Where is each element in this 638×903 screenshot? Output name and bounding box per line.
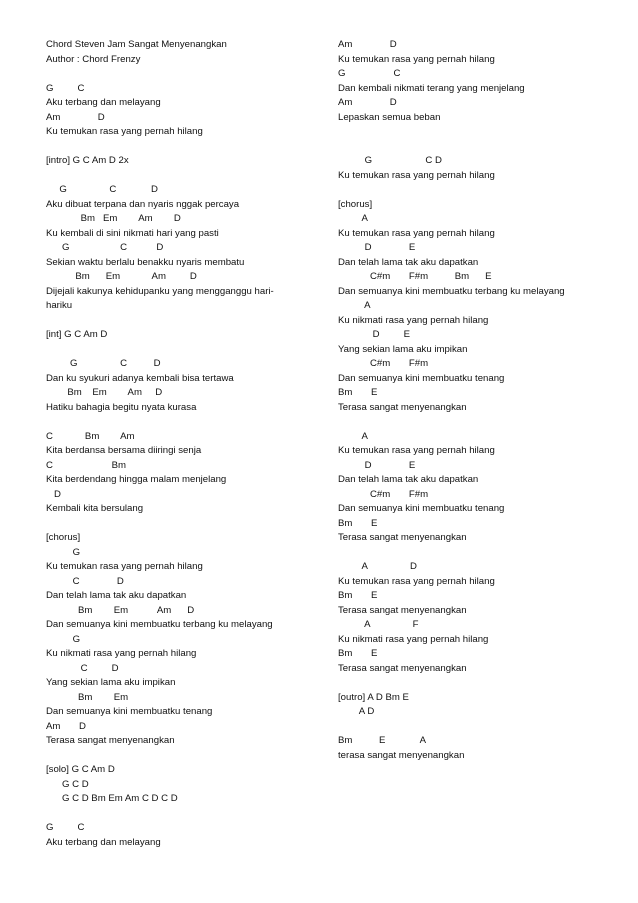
left-column-line [46, 807, 314, 822]
left-column-line: Bm Em Am D [46, 604, 195, 616]
left-column-line: Dan telah lama tak aku dapatkan [46, 590, 187, 601]
right-column-line: G C [338, 68, 401, 79]
left-column-line: Am D [46, 111, 105, 123]
right-column-line: Dan telah lama tak aku dapatkan [338, 474, 479, 485]
left-column-line: Aku terbang dan melayang [46, 97, 161, 108]
right-column-line: Ku nikmati rasa yang pernah hilang [338, 633, 489, 645]
right-column-line: Ku temukan rasa yang pernah hilang [338, 53, 495, 65]
right-column-line [338, 676, 614, 691]
left-column-line [46, 415, 314, 430]
left-column-line: Bm Em [46, 691, 129, 703]
left-column-line: Dan semuanya kini membuatku terbang ku melayang [46, 619, 273, 630]
right-column-line: A [338, 430, 368, 442]
right-column-line: C#m F#m [338, 358, 429, 369]
right-column-line: Dan kembali nikmati terang yang menjelang [338, 82, 525, 94]
right-column-line: [chorus] [338, 198, 373, 210]
left-column-line: G C [46, 82, 85, 94]
left-column-line: Terasa sangat menyenangkan [46, 735, 175, 746]
right-column-line: Bm E A [338, 735, 426, 746]
right-column [338, 38, 614, 763]
right-column-line: G C D [338, 155, 442, 166]
left-column-line: Ku kembali di sini nikmati hari yang pasti [46, 227, 219, 239]
left-column-line: [chorus] [46, 532, 81, 543]
right-column-line: Yang sekian lama aku impikan [338, 343, 468, 355]
right-column-line: Ku nikmati rasa yang pernah hilang [338, 314, 489, 326]
right-column-line: Ku temukan rasa yang pernah hilang [338, 575, 495, 587]
left-column-line: C Bm [46, 459, 126, 471]
left-column-line: G [46, 546, 81, 558]
left-column-line: G C D Bm Em Am C D C D [46, 793, 178, 804]
left-column-line: C Bm Am [46, 430, 135, 442]
left-column-line [46, 749, 314, 764]
left-column-line [46, 314, 314, 329]
right-column-line: Terasa sangat menyenangkan [338, 604, 467, 616]
right-column-line: [outro] A D Bm E [338, 691, 409, 703]
left-column-line: Kita berdansa bersama diiringi senja [46, 445, 202, 456]
right-column-line: Dan semuanya kini membuatku tenang [338, 503, 505, 514]
right-column-line: D E [338, 329, 410, 340]
left-column-line: Chord Steven Jam Sangat Menyenangkan [46, 39, 227, 50]
left-column-line: Bm Em Am D [46, 271, 197, 282]
right-column-line: A [338, 300, 371, 311]
left-column-line: Dijejali kakunya kehidupanku yang mengganggu hari- [46, 285, 274, 297]
left-column-line: G C D [46, 184, 158, 195]
left-column-line: Aku terbang dan melayang [46, 836, 161, 848]
right-column-line [338, 183, 614, 198]
right-column-line: A D [338, 561, 417, 572]
left-column-line: Bm Em Am D [46, 387, 163, 398]
left-column-line: G C D [46, 358, 161, 369]
left-column [46, 38, 314, 850]
left-column-line: [intro] G C Am D 2x [46, 155, 129, 166]
right-column-line: Am D [338, 97, 397, 108]
left-column-line: G C D [46, 242, 164, 253]
right-column-line: D E [338, 242, 416, 253]
right-column-line: Ku temukan rasa yang pernah hilang [338, 445, 495, 456]
right-column-line: Terasa sangat menyenangkan [338, 401, 467, 413]
right-column-line: Terasa sangat menyenangkan [338, 662, 467, 674]
left-column-line: Author : Chord Frenzy [46, 53, 141, 65]
right-column-line: C#m F#m [338, 488, 429, 500]
right-column-line [338, 140, 614, 155]
right-column-line: Bm E [338, 648, 378, 659]
right-column-line: Bm E [338, 517, 378, 529]
left-column-line: Bm Em Am D [46, 213, 181, 224]
left-column-line: Ku temukan rasa yang pernah hilang [46, 561, 203, 572]
left-column-line: G C [46, 822, 85, 833]
right-column-line: Dan semuanya kini membuatku terbang ku melayang [338, 285, 565, 297]
right-column-line: Ku temukan rasa yang pernah hilang [338, 169, 495, 181]
left-column-line: Ku nikmati rasa yang pernah hilang [46, 648, 197, 659]
left-column-line: Am D [46, 720, 86, 732]
left-column-line: Dan semuanya kini membuatku tenang [46, 706, 213, 717]
right-column-line: Dan telah lama tak aku dapatkan [338, 256, 479, 268]
left-column-line [46, 140, 314, 155]
left-column-line: [solo] G C Am D [46, 764, 115, 775]
left-column-line [46, 343, 314, 358]
left-column-line [46, 517, 314, 532]
left-column-line: Aku dibuat terpana dan nyaris nggak percaya [46, 198, 240, 210]
left-column-line: hariku [46, 300, 73, 311]
right-column-line [338, 125, 614, 140]
left-column-line: G C D [46, 778, 89, 790]
left-column-line: C D [46, 662, 119, 674]
left-column-line: Dan ku syukuri adanya kembali bisa tertawa [46, 372, 234, 384]
left-column-line: G [46, 633, 81, 645]
right-column-line: terasa sangat menyenangkan [338, 749, 465, 761]
right-column-line [338, 546, 614, 561]
left-column-line: Sekian waktu berlalu benakku nyaris membatu [46, 256, 245, 268]
left-column-line: Kembali kita bersulang [46, 503, 144, 514]
left-column-line [46, 67, 314, 82]
right-column-line: A F [338, 619, 419, 630]
right-column-line [338, 720, 614, 735]
left-column-line: Yang sekian lama aku impikan [46, 677, 176, 688]
right-column-line: C#m F#m Bm E [338, 271, 492, 282]
right-column-line: A D [338, 706, 375, 717]
left-column-line: Hatiku bahagia begitu nyata kurasa [46, 401, 197, 413]
left-column-line: [int] G C Am D [46, 329, 108, 340]
right-column-line: Am D [338, 39, 397, 50]
left-column-line: D [46, 488, 61, 500]
right-column-line: Lepaskan semua beban [338, 111, 441, 123]
left-column-line: Kita berdendang hingga malam menjelang [46, 474, 227, 485]
right-column-line: Ku temukan rasa yang pernah hilang [338, 227, 495, 239]
left-column-line [46, 169, 314, 184]
right-column-line: A [338, 213, 368, 224]
right-column-line: Bm E [338, 387, 378, 398]
left-column-line: C D [46, 575, 124, 587]
right-column-line [338, 415, 614, 430]
right-column-line: Terasa sangat menyenangkan [338, 532, 467, 543]
left-column-line: Ku temukan rasa yang pernah hilang [46, 126, 203, 137]
right-column-line: D E [338, 459, 416, 471]
right-column-line: Bm E [338, 590, 378, 601]
right-column-line: Dan semuanya kini membuatku tenang [338, 372, 505, 384]
